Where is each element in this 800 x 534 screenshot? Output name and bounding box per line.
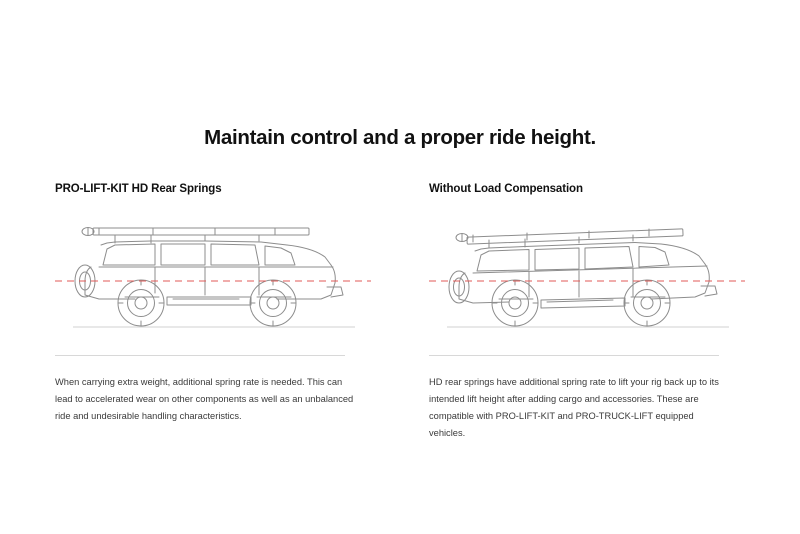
column-left-caption: When carrying extra weight, additional spring rate is needed. This can lead to accelerated wear on other components as well as an unbalanced ride and undesirable handling characteristics. (55, 377, 354, 421)
column-right-caption: HD rear springs have additional spring rate to lift your rig back up to its intended lift height after adding cargo and accessories. These are compatible with PRO-LIFT-KIT and PRO-TRUCK-LIFT equipped vehicles. (429, 377, 719, 438)
suv-with-hd-rear-springs-illustration (55, 209, 371, 349)
page-title: Maintain control and a proper ride height. (204, 126, 596, 149)
column-left-title: PRO-LIFT-KIT HD Rear Springs (55, 183, 222, 195)
divider-left (55, 355, 345, 356)
column-right-title: Without Load Compensation (429, 183, 583, 195)
comparison-columns (0, 183, 800, 442)
column-left (55, 183, 371, 442)
suv-without-load-compensation-illustration (429, 209, 745, 349)
column-right (429, 183, 745, 442)
divider-right (429, 355, 719, 356)
